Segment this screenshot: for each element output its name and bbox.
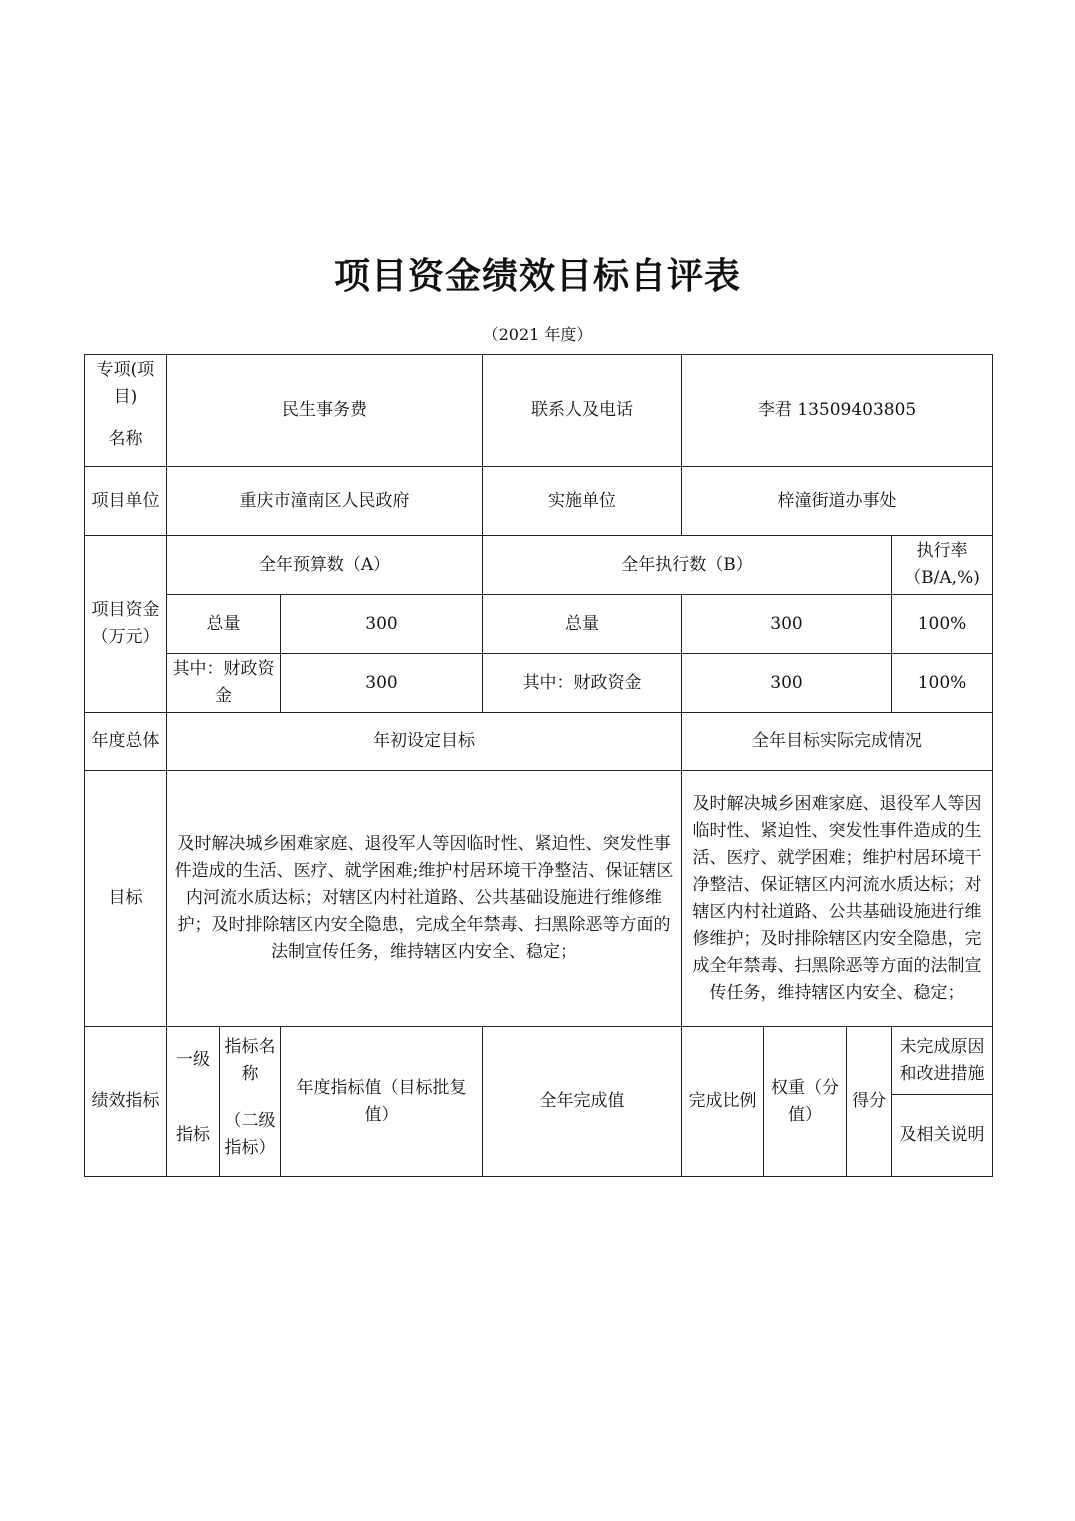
funds-row	[85, 654, 993, 713]
page-title: 项目资金绩效目标自评表	[333, 256, 741, 297]
actual-goal-text: 及时解决城乡困难家庭、退役军人等因临时性、紧迫性、突发性事件造成的生活、医疗、就学困难；维护村居环境干净整洁、保证辖区内河流水质达标；对辖区内村社道路、公共基础设施进行维修维护；及时排除辖区内安全隐患，完成全年禁毒、扫黑除恶等方面的法制宣传任务，维持辖区内安全、稳定；	[682, 771, 993, 1027]
exec-total-label: 总量	[483, 595, 682, 654]
rate-fiscal: 100%	[892, 654, 993, 713]
exec-total: 300	[682, 595, 892, 654]
set-goal-text: 及时解决城乡困难家庭、退役军人等因临时性、紧迫性、突发性事件造成的生活、医疗、就学困难;维护村居环境干净整洁、保证辖区内河流水质达标；对辖区内村社道路、公共基础设施进行维修维护；及时排除辖区内安全隐患，完成全年禁毒、扫黑除恶等方面的法制宣传任务，维持辖区内安全、稳定；	[167, 771, 682, 1027]
weight-header: 权重（分值）	[764, 1027, 847, 1177]
overall-goal-label: 年度总体	[85, 713, 167, 771]
contact-value: 李君 13509403805	[682, 355, 993, 467]
budget-header: 全年预算数（A）	[167, 536, 483, 595]
score-header: 得分	[847, 1027, 892, 1177]
impl-unit: 梓潼街道办事处	[682, 467, 993, 536]
project-unit: 重庆市潼南区人民政府	[167, 467, 483, 536]
budget-total: 300	[281, 595, 483, 654]
rate-header: 执行率（B/A,%)	[892, 536, 993, 595]
indicator-name-top: 指标名称	[220, 1027, 281, 1095]
self-evaluation-form	[84, 354, 993, 1177]
goal-label: 目标	[85, 771, 167, 1027]
actual-goal-header: 全年目标实际完成情况	[682, 713, 993, 771]
year-label: （2021 年度）	[482, 325, 593, 344]
completion-ratio-header: 完成比例	[682, 1027, 764, 1177]
level1-label-bottom: 指标	[167, 1095, 220, 1177]
rate-total: 100%	[892, 595, 993, 654]
exec-header: 全年执行数（B）	[483, 536, 892, 595]
funds-fiscal-label: 其中：财政资金	[167, 654, 281, 713]
funds-label: 项目资金（万元）	[85, 536, 167, 713]
impl-unit-label: 实施单位	[483, 467, 682, 536]
level1-label-top: 一级	[167, 1027, 220, 1095]
indicators-label: 绩效指标	[85, 1027, 167, 1177]
project-name-label-bottom: 名称	[85, 413, 167, 467]
completed-value-header: 全年完成值	[483, 1027, 682, 1177]
indicator-name-bottom: （二级指标）	[220, 1095, 281, 1177]
project-unit-label: 项目单位	[85, 467, 167, 536]
target-value-header: 年度指标值（目标批复值）	[281, 1027, 483, 1177]
project-name: 民生事务费	[167, 355, 483, 467]
funds-total-label: 总量	[167, 595, 281, 654]
funds-row	[85, 595, 993, 654]
exec-fiscal: 300	[682, 654, 892, 713]
set-goal-header: 年初设定目标	[167, 713, 682, 771]
reason-header-top: 未完成原因和改进措施	[892, 1027, 993, 1095]
contact-label: 联系人及电话	[483, 355, 682, 467]
exec-fiscal-label: 其中：财政资金	[483, 654, 682, 713]
reason-header-bottom: 及相关说明	[892, 1095, 993, 1177]
budget-fiscal: 300	[281, 654, 483, 713]
project-name-label-top: 专项(项目)	[85, 355, 167, 413]
